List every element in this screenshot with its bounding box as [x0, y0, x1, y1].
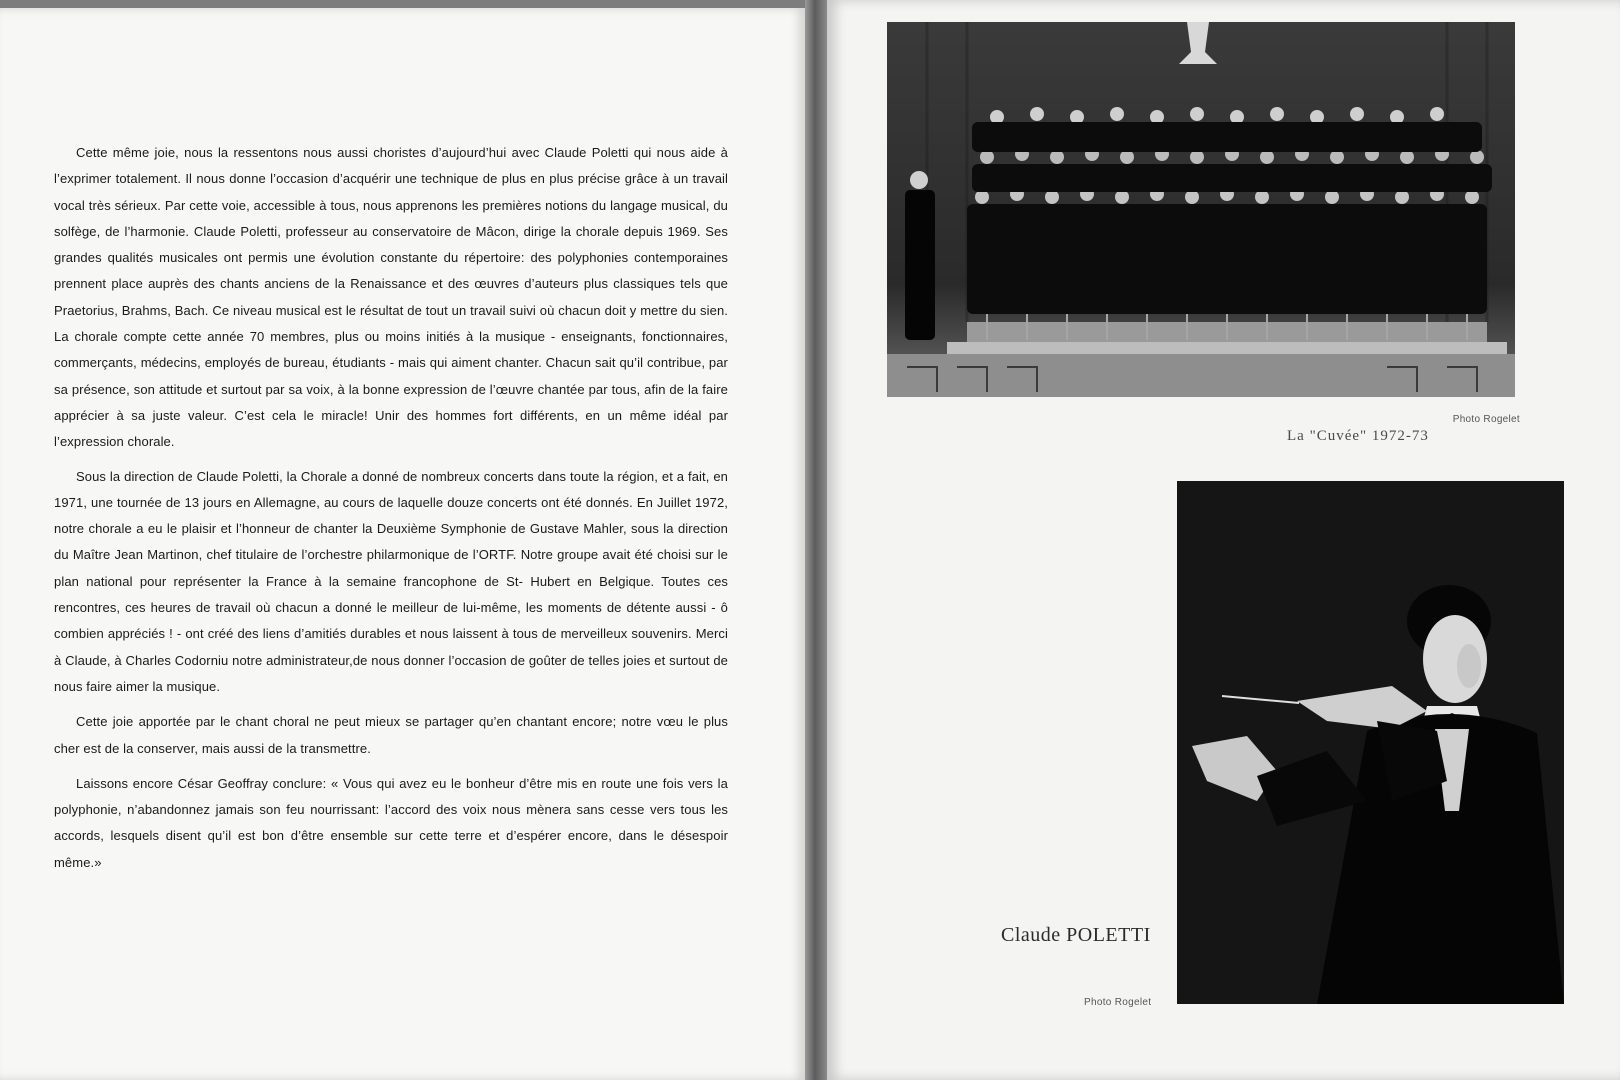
- paragraph-3: Cette joie apportée par le chant choral ne peut mieux se partager qu’en chantant encore; notre vœu le plus cher est de la conserver, mais aussi de la transmettre.: [54, 714, 728, 756]
- paragraph-2: Sous la direction de Claude Poletti, la Chorale a donné de nombreux concerts dans toute la région, et a fait, en 1971, une tournée de 13 jours en Allemagne, au cours de laquelle douze concerts ont été donnés. En Juillet 1972, notre chorale a eu le plaisir et l’honneur de chanter la Deuxième Symphonie de Gustave Mahler, sous la direction du Maître Jean Martinon, chef titulaire de l’orchestre philarmonique de l’ORTF. Notre groupe avait été choisi sur le plan national pour représenter la France à la semaine francophone de St- Hubert en Belgique. Toutes ces rencontres, ces heures de travail où chacun a donné le meilleur de lui-même, les moments de détente aussi - ô combien appréciés ! - ont créé des liens d’amitiés durables et nous laissent à tous de merveilleux souvenirs. Merci à Claude, à Charles Codorniu notre administrateur,de nous donner l’occasion de goûter de telles joies et surtout de nous faire aimer la musique.: [54, 468, 728, 694]
- conductor-name-caption: Claude POLETTI: [1001, 924, 1151, 946]
- choir-photo: [887, 22, 1515, 397]
- left-page: [0, 8, 805, 1080]
- book-gutter: [805, 0, 827, 1080]
- conductor-portrait-photo: [1177, 481, 1564, 1004]
- choir-photo-caption: La "Cuvée" 1972-73: [1287, 428, 1429, 444]
- body-text: [54, 140, 728, 886]
- portrait-photo-credit: Photo Rogelet: [1084, 997, 1152, 1008]
- choir-photo-credit: Photo Rogelet: [1452, 414, 1520, 425]
- paragraph-1: Cette même joie, nous la ressentons nous aussi choristes d’aujourd’hui avec Claude Poletti qui nous aide à l’exprimer totalement. Il nous donne l’occasion d’acquérir une technique de plus en plus précise grâce à un travail vocal très sérieux. Par cette voie, accessible à tous, nous apprenons les premières notions du langage musical, du solfège, de l’harmonie. Claude Poletti, professeur au conservatoire de Mâcon, dirige la chorale depuis 1969. Ses grandes qualités musicales ont permis une évolution constante du répertoire: des polyphonies contemporaines prennent place auprès des chants anciens de la Renaissance et des œuvres d’auteurs plus classiques tels que Praetorius, Brahms, Bach. Ce niveau musical est le résultat de tout un travail suivi où chacun doit y mettre du sien. La chorale compte cette année 70 membres, plus ou moins initiés à la musique - enseignants, fonctionnaires, commerçants, médecins, employés de bureau, étudiants - mais qui aiment chanter. Chacun sait qu’il contribue, par sa présence, son attitude et surtout par sa voix, à la bonne expression de l’œuvre chantée par tous, afin de la faire apprécier à sa juste valeur. C’est cela le miracle! Unir des hommes fort différents, en un même idéal par l’expression chorale.: [54, 145, 728, 450]
- right-page: [827, 0, 1620, 1080]
- paragraph-4: Laissons encore César Geoffray conclure: « Vous qui avez eu le bonheur d’être mis en route une fois vers la polyphonie, n’abandonnez jamais son feu nourrissant: l’accord des voix nous mènera sans cesse vers tous les accords, lesquels disent qu’il est bon d’être ensemble sur cette terre et d’espérer encore, dans le désespoir même.»: [54, 775, 728, 870]
